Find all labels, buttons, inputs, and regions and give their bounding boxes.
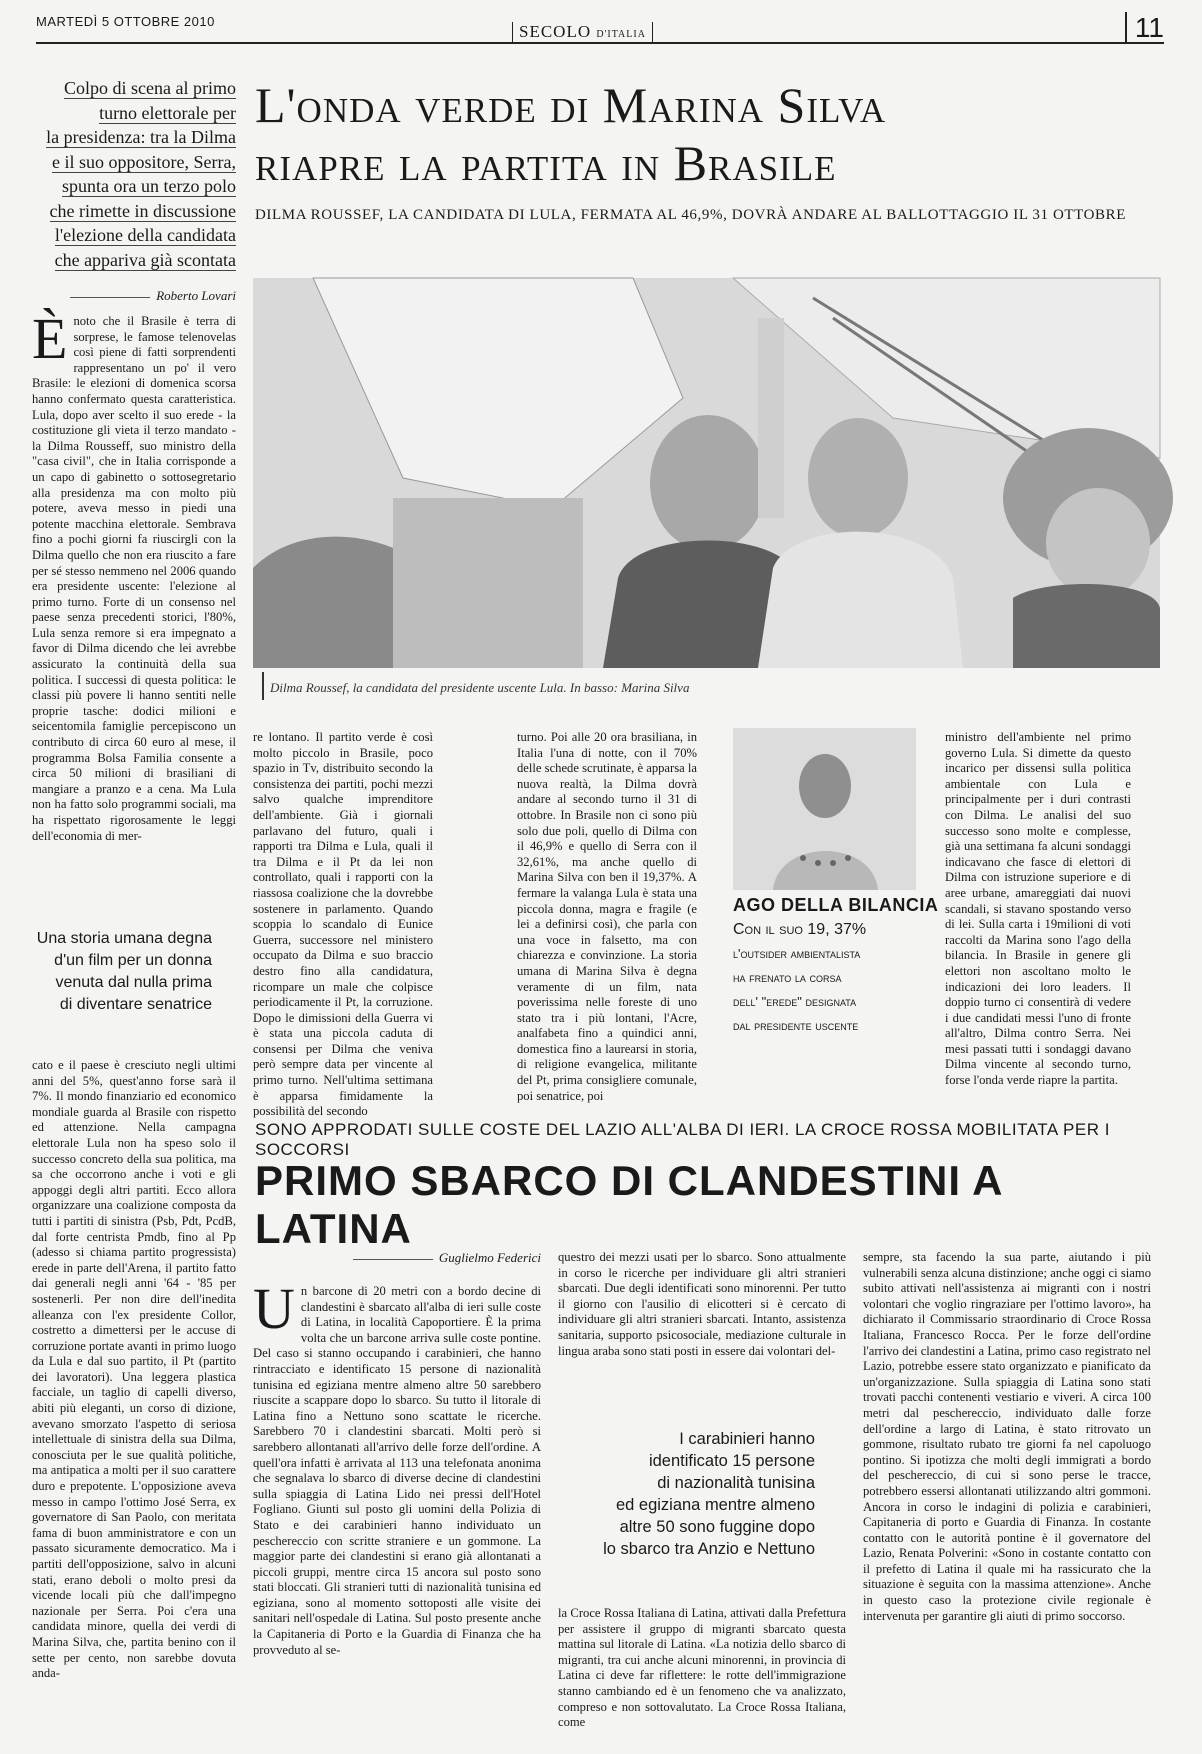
column-text: turno. Poi alle 20 ora brasiliana, in Italia l'una di notte, con il 70% delle schede scrutinate, è apparsa la nuova realtà, la Dilma dovrà andare al secondo turno il 31 di ottobre. In Brasile non ci sono più solo due poli, quello di Dilma con il 46,9% e quello di Serra con il 32,61%, ma anche quello di Marina Silva con ben il 19,37%. A fermare la valanga Lula è stata una piccola donna, magra e fragile (e lei a definirsi così), che parla con una voce in falsetto, ma con chiarezza e convinzione. La storia umana di Marina Silva è degna veramente di un film, nata poverissima nelle foreste di uno stato tra i più lontani, l'Acre, analfabeta fino a quindici anni, domestica fino a laurearsi in storia, di religione evangelica, militante del Pt, prima consigliere comunale, poi senatrice, poi [517, 730, 697, 1103]
pull-quote-line: d'un film per un donna [54, 952, 212, 969]
sidebar-body [733, 918, 923, 1038]
paper-name: SECOLO [519, 22, 592, 41]
column-text: sempre, sta facendo la sua parte, aiutando i più vulnerabili senza alcuna distinzione; anche oggi ci siamo subito attivati nell'assistenza ai migranti con i nostri volontari che voglio ringraziare per l'ottimo lavoro», ha dichiarato il Commissario straordinario di Croce Rossa Italiana, Francesco Rocca. Per le forze dell'ordine l'arrivo dei clandestini a Latina, primo caso registrato nel Lazio, potrebbe essere stato organizzato e pianificato da un'organizzazione. Sulla spiaggia di Latina sono stati trovati pacchi contenenti vestiario e viveri. A circa 100 metri dal peschereccio, individuato dalle forze dell'ordine a largo di Latina, è stato ritrovato un gommone, risultato rubato tre giorni fa nel capoluogo pontino. Si ipotizza che molti degli immigrati a bordo del peschereccio, di cui si sono perse le tracce, potrebbero essersi allontanati utilizzando altri gommoni. Ancora in corso le indagini di polizia e carabinieri, Capitaneria di porto e Guardia di Finanza. In costante contatto con le autorità pontine è il governatore del Lazio, Renata Polverini: «Sono in costante contatto con il prefetto di Latina il quale mi ha rassicurato che la situazione è seguita con la massima attenzione». Anche in questo caso la protezione civile regionale è intervenuta per garantire gli aiuti di primo soccorso. [863, 1250, 1151, 1623]
column-text: re lontano. Il partito verde è così molto piccolo in Brasile, poco spazio in Tv, distribuito secondo la consistenza dei partiti, pochi mezzi salvo qualche imprenditore dell'ambiente. Già i giornali parlavano del futuro, quali i rapporti tra Dilma e Lula, quali il tra Dilma e il Pt da lei non controllato, quali i rapporti con la riassosa coalizione che la dovrebbe sostenere in parlamento. Quando scoppia lo scandalo di Eunice Guerra, successore nel ministero occupato da Dilma e suo braccio destro fino alla candidatura, ricompare un male che colpisce periodicamente il Pt, la corruzione. Dopo le dimissioni della Guerra vi è stata una piccola caduta di consensi per Dilma che veniva però sempre data per vincente al primo turno. Nell'ultima settimana è apparsa fimidamente la possibilità del secondo [253, 730, 433, 1119]
pull-quote-line: identificato 15 persone [648, 1452, 815, 1470]
kicker-line: la presidenza: tra la Dilma [46, 127, 236, 147]
article1-kicker [30, 76, 236, 272]
pull-quote-line: Una storia umana degna [36, 930, 212, 947]
newspaper-logo [512, 22, 653, 42]
article2-byline [253, 1250, 541, 1266]
pull-quote-line: ed egiziana mentre almeno [615, 1496, 815, 1514]
paper-name-small: D'ITALIA [596, 29, 646, 40]
article1-column-1 [32, 306, 236, 926]
masthead [36, 12, 1164, 44]
column-text: noto che il Brasile è terra di sorprese, le famose telenovelas così piene di fatti sorprendenti rappresentano un po' il vero Brasile: le elezioni di domenica scorsa hanno confermato questa caratteristica. Lula, dopo aver scelto il suo erede - la costituzione gli vieta il terzo mandato - la Dilma Rousseff, suo ministro della "casa civil", che in Italia corrisponde a un capo di gabinetto o sottosegretario alla presidenza ma con molto più potere, aveva messo in piedi una potente macchina elettorale. Sembrava fino a pochi giorni fa riuscirgli con la Dilma quello che non era riuscito a fare per sé stesso nemmeno nel 2006 quando era presidente uscente: l'elezione al primo turno. Forte di un consenso nel paese senza precedenti storici, l'80%, Lula senza remore si era impegnato a favor di Dilma dicendo che lei avrebbe assicurato la continuità della sua politica. I successi di questa politica: le classi più povere li hanno sentiti nelle proprie tasche: dodici milioni e seicentomila famiglie percepiscono un contributo di circa 60 euro al mese, il programma Bolsa Familia consente a circa 50 milioni di brasiliani di mangiare a pranzo e a cena. Ma Lula non ha fatto solo programmi sociali, ma ha rispettato rigorosamente le leggi dell'economia di mer- [32, 314, 236, 843]
article2-headline: PRIMO SBARCO DI CLANDESTINI A LATINA [255, 1157, 1002, 1252]
sidebar-line: dell' "erede" designata [733, 994, 857, 1009]
article1-column-3 [517, 730, 697, 1103]
column-text: n barcone di 20 metri con a bordo decine di clandestini è sbarcato all'alba di ieri sulle coste di Latina, in località Capoportiere. È la prima volta che un barcone arriva sulle coste pontine. Del caso si stanno occupando i carabinieri, che hanno rintracciato e identificato 15 persone di nazionalità tunisina ed egiziana mentre almeno altre 50 sarebbero riuscite a scappare dopo lo sbarco. Su tutto il litorale di Latina fino a Nettuno sono scattate le ricerche. Sarebbero 70 i clandestini sbarcati. Molti però si sarebbero allontanati all'arrivo delle forze dell'ordine. A quell'ora infatti è arrivata al 113 una telefonata anonima che segnalava lo sbarco di diverse decine di clandestini sulla spiaggia di Latina Lido nei pressi dell'Hotel Fogliano. Giunti sul posto gli uomini della Polizia di Stato e dei carabinieri hanno individuato un peschereccio con scritte straniere e un gommone. La maggior parte dei clandestini si erano già allontanati a piccoli gruppi, mentre circa 15 ancora sul posto sono stati bloccati. Gli stranieri tutti di nazionalità tunisina ed egiziana, sono al momento sottoposti alle visite dei sanitari nell'ospedale di Latina. Sul posto presente anche la Capitaneria di Porto e la Guardia di Finanza che ha provveduto al se- [253, 1284, 541, 1657]
article1-column-1b [32, 1058, 236, 1738]
kicker-line: Colpo di scena al primo [64, 78, 236, 98]
article2-column-2b [558, 1606, 846, 1740]
article2-column-1 [253, 1276, 541, 1740]
kicker-line: che appariva già scontata [54, 249, 236, 270]
kicker-line: che rimette in discussione [49, 200, 236, 221]
photo-caption: Dilma Roussef, la candidata del presidente uscente Lula. In basso: Marina Silva [270, 680, 690, 695]
photo-illustration [253, 278, 1160, 668]
sidebar-line: dal presidente uscente [733, 1018, 859, 1033]
article1-column-4 [945, 730, 1131, 1092]
article1-subhead: DILMA ROUSSEF, LA CANDIDATA DI LULA, FERMATA AL 46,9%, DOVRÀ ANDARE AL BALLOTTAGGIO IL 31 OTTOBRE [255, 207, 1127, 223]
headline-line-1: L'onda verde di Marina Silva [255, 77, 887, 133]
article1-byline [32, 288, 236, 304]
sidebar-line: l'outsider ambientalista [733, 946, 861, 961]
page-number: 11 [1125, 12, 1164, 44]
pull-quote-line: di nazionalità tunisina [657, 1474, 815, 1492]
column-text: cato e il paese è cresciuto negli ultimi anni del 5%, quest'anno forse sarà il 7%. Il mondo finanziario ed economico mondiale guarda al Brasile con rispetto ed attenzione. Nella campagna elettorale Lula non ha speso solo il successo concreto della sua politica, ma sa che occorrono anche i voti e gli appoggi degli altri partiti. Ecco allora organizzare una coalizione composta da tutti i partiti di sinistra (Psb, Pdt, PcdB, dal forte centrista Pmdb, fino al Pp (adesso si chiama partito progressista) erede in parte dell'Arena, il partito fatto dai generali negli anni '64 - '85 per sostenerli. Per non dire dell'inedita alleanza con l'ex presidente Collor, costretto a dimettersi per le accuse di corruzione portate avanti in primo luogo da Lula e dal suo partito, il Pt (partito dei lavoratori). Una leggera plastica facciale, un taglio di capelli diverso, abiti più eleganti, un corso di dizione, avevano smorzato l'aspetto di seriosa intellettuale di sinistra della sua Dilma, conosciuta per le sue qualità politiche, ma antipatica a molti per il suo carattere duro e prepotente. L'opposizione aveva messo in campo l'ottimo José Serra, ex governatore di San Paolo, con meritata fama di buon amministratore e con un passato sicuramente democratico. Ma i partiti dell'opposizione, salvo in alcuni stati, erano deboli o molto presi da vicende locali più che dall'impegno nazionale per Serra. Poi c'era una candidata minore, quella dei verdi di Marina Silva, che, partita benino con il sette per cento, non sarebbe dovuta anda- [32, 1058, 236, 1681]
dropcap: È [32, 306, 68, 371]
kicker-line: spunta ora un terzo polo [62, 176, 236, 196]
byline-text: Roberto Lovari [156, 288, 236, 303]
article1-photo [253, 278, 1160, 668]
headline-line-2: riapre la partita in Brasile [255, 135, 837, 191]
issue-date: MARTEDÌ 5 OTTOBRE 2010 [36, 14, 215, 29]
article2-column-2a [558, 1250, 846, 1410]
sidebar-line: Con il suo 19, 37% [733, 921, 867, 938]
article1-headline [255, 76, 1155, 192]
article2-column-3 [863, 1250, 1151, 1740]
column-text: la Croce Rossa Italiana di Latina, attivati dalla Prefettura per assistere il gruppo di migranti sbarcato questa mattina sul litorale di Latina. «La notizia dello sbarco di migranti, tra cui anche alcuni minorenni, in provincia di Latina ci deve far riflettere: le rotte dell'immigrazione stanno cambiando ed è un fenomeno che va analizzato, compreso e non sottovalutato. La Croce Rossa Italiana, come [558, 1606, 846, 1730]
kicker-line: e il suo oppositore, Serra, [52, 151, 236, 172]
byline-text: Guglielmo Federici [438, 1250, 541, 1265]
sidebar-title: AGO DELLA BILANCIA [733, 895, 939, 915]
pull-quote-line: altre 50 sono fuggine dopo [619, 1518, 815, 1536]
kicker-line: l'elezione della candidata [54, 225, 236, 245]
article2-subhead: SONO APPRODATI SULLE COSTE DEL LAZIO ALL'ALBA DI IERI. LA CROCE ROSSA MOBILITATA PER I SOCCORSI [255, 1120, 1110, 1159]
pull-quote-line: di diventare senatrice [59, 996, 212, 1013]
column-text: ministro dell'ambiente nel primo governo Lula. Si dimette da questo incarico per dissensi sulla politica ambientale con Lula e principalmente per i duri contrasti con Dilma. Le analisi del suo successo sono molte e complesse, già una settimana fa alcuni sondaggi indicavano che fasce di elettori di Dilma con istruzione superiore e di aree urbane, amareggiati dai nuovi scandali, si stavano spostando verso di lei. Sulla carta i 19milioni di voti raccolti da Marina sono l'ago della bilancia. In Brasile in genere gli elettori non ascoltano molto le indicazioni dei loro leaders. Il doppio turno ci consentirà di vedere i due candidati messi l'uno di fronte all'altro, Dilma contro Serra. Nei mesi passati tutti i sondaggi davano Dilma vincente al secondo turno, forse l'onda verde riapre la partita. [945, 730, 1131, 1088]
inset-photo-marina-silva [733, 728, 916, 890]
dropcap: U [253, 1276, 295, 1341]
column-text: questro dei mezzi usati per lo sbarco. Sono attualmente in corso le ricerche per individuare gli altri stranieri sbarcati. Due degli identificati sono minorenni. Per tutto il giorno con l'ausilio di elicotteri si è cercato di individuare gli altri stranieri sbarcati. Intanto, assistenza sanitaria, supporto psicosociale, mediazione culturale in lingua araba sono stati posti in essere dai volontari del- [558, 1250, 846, 1358]
article2-pull-quote [560, 1428, 815, 1560]
pull-quote-line: I carabinieri hanno [679, 1430, 815, 1448]
sidebar-line: ha frenato la corsa [733, 970, 842, 985]
article1-column-2 [253, 730, 433, 1119]
article1-pull-quote [32, 928, 212, 1016]
pull-quote-line: venuta dal nulla prima [55, 974, 212, 991]
pull-quote-line: lo sbarco tra Anzio e Nettuno [603, 1540, 815, 1558]
kicker-line: turno elettorale per [99, 102, 236, 123]
inset-photo-illustration [733, 728, 916, 890]
